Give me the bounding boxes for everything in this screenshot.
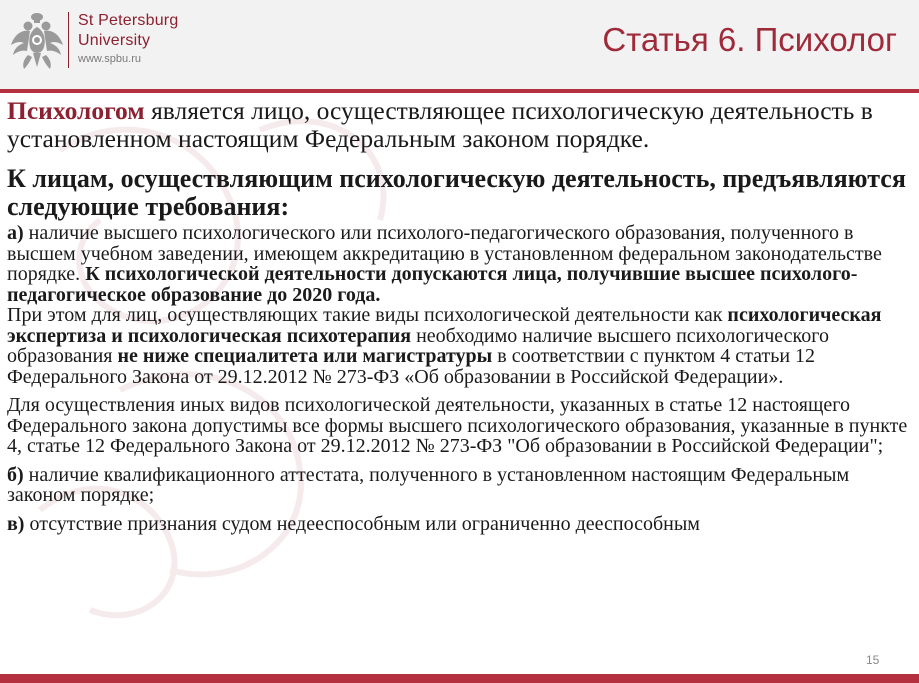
header-rule [0, 89, 919, 93]
logo-line-2: University [78, 32, 151, 49]
requirement-a-marker: а) [7, 222, 24, 244]
logo-url: www.spbu.ru [78, 53, 141, 65]
requirement-a [7, 223, 912, 305]
requirement-a-bold: К психологической деятельности допускаются лица, получившие высшее психолого-педагогическое образование до 2020 года. [7, 263, 858, 306]
other-activities-paragraph: Для осуществления иных видов психологической деятельности, указанных в статье 12 настоящего Федерального закона допустимы все формы высшего психологического образования, указанные в пункте 4, статье 12 Федерального Закона от 29.12.2012 № 273-ФЗ "Об образовании в Российской Федерации"; [7, 394, 908, 457]
expertise-text-2: необходимо наличие высшего психологического образования [7, 324, 829, 367]
expertise-paragraph [7, 305, 912, 387]
expertise-bold-2: не ниже специалитета или магистратуры [117, 345, 493, 367]
expertise-bold-1: психологическая экспертиза и психологическая психотерапия [7, 304, 882, 347]
slide-body [7, 97, 912, 534]
requirements-heading: К лицам, осуществляющим психологическую деятельность, предъявляются следующие требования: [7, 164, 906, 221]
expertise-text-1: При этом для лиц, осуществляющих такие виды психологической деятельности как [7, 304, 728, 326]
requirement-v-marker: в) [7, 512, 25, 535]
slide-title: Статья 6. Психолог [602, 21, 897, 58]
requirement-v-text: отсутствие признания судом недееспособным или ограниченно дееспособным [24, 512, 700, 535]
expertise-text-3: в соответствии с пунктом 4 статьи 12 Федерального Закона от 29.12.2012 № 273-ФЗ «Об образовании в Российской Федерации». [7, 345, 816, 388]
slide-header [0, 0, 919, 90]
intro-text: является лицо, осуществляющее психологическую деятельность в установленном настоящим Федеральным законом порядке. [7, 96, 873, 153]
intro-term: Психологом [7, 96, 145, 125]
logo-divider [68, 12, 69, 68]
double-headed-eagle-crest-icon [8, 9, 66, 71]
requirement-v [7, 514, 912, 535]
requirement-b [7, 465, 912, 506]
page-number: 15 [866, 653, 880, 667]
footer-rule [0, 674, 919, 683]
requirement-b-marker: б) [7, 463, 24, 486]
logo-line-1: St Petersburg [78, 12, 179, 29]
requirement-a-text: наличие высшего психологического или психолого-педагогического образования, полученного в высшем учебном заведении, имеющем аккредитацию в установленном федеральном законодательстве порядке. [7, 222, 882, 285]
university-logo[interactable] [78, 11, 178, 68]
intro-paragraph [7, 97, 912, 153]
requirement-b-text: наличие квалификационного аттестата, полученного в установленном настоящим Федеральным законом порядке; [7, 463, 850, 506]
